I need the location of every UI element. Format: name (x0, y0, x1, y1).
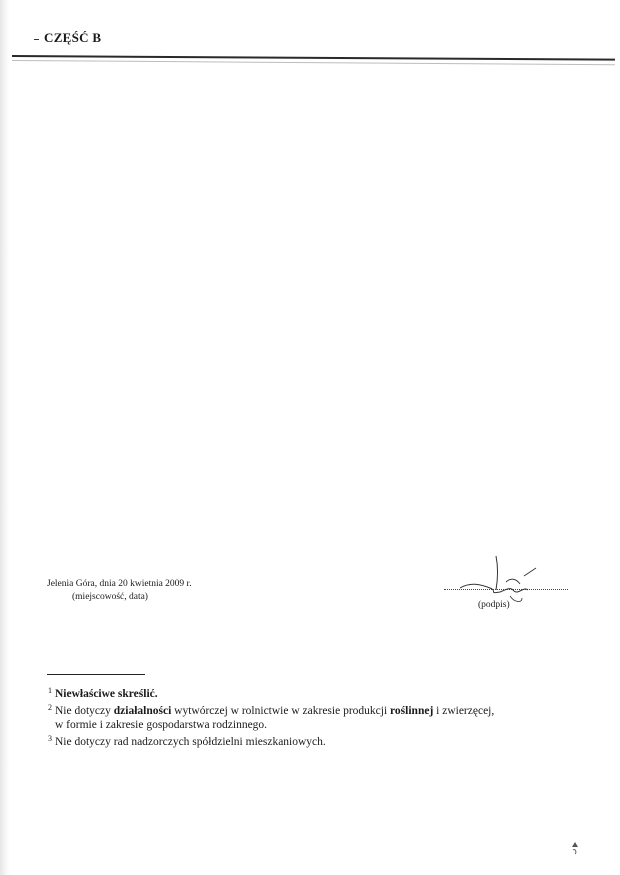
place-date-value: Jelenia Góra, dnia 20 kwietnia 2009 r. (47, 579, 192, 589)
footnote-bold-term: działalności (113, 705, 172, 717)
footnote-text: w formie i zakresie gospodarstwa rodzinnego. (55, 719, 268, 731)
footnote-text: Niewłaściwe skreślić. (55, 688, 158, 700)
section-title (34, 30, 101, 46)
signature-caption: (podpis) (478, 600, 510, 610)
scan-speck-mark (568, 840, 582, 856)
footnote-2-continuation (48, 718, 494, 732)
footnote-text: Nie dotyczy (55, 705, 114, 717)
footnote-2 (48, 701, 494, 718)
header-rule-shadow (12, 60, 615, 65)
footnote-bold-term: roślinnej (390, 705, 434, 717)
footnote-text: wytwórczej w rolnictwie w zakresie produkcji (171, 705, 391, 717)
footnote-marker: 3 (48, 734, 52, 743)
section-title-text: CZĘŚĆ B (44, 30, 102, 45)
footnote-marker: 2 (48, 703, 52, 712)
footnote-separator (47, 674, 145, 675)
scan-edge-shadow (0, 0, 10, 875)
footnote-1 (48, 684, 494, 701)
footnote-text: i zwierzęcej, (433, 705, 495, 717)
footnotes (48, 684, 494, 749)
dash-mark (34, 39, 39, 40)
footnote-marker: 1 (48, 686, 52, 695)
place-date-caption: (miejscowość, data) (72, 592, 148, 602)
footnote-3 (48, 732, 494, 749)
footnote-text: Nie dotyczy rad nadzorczych spółdzielni mieszkaniowych. (55, 736, 326, 748)
